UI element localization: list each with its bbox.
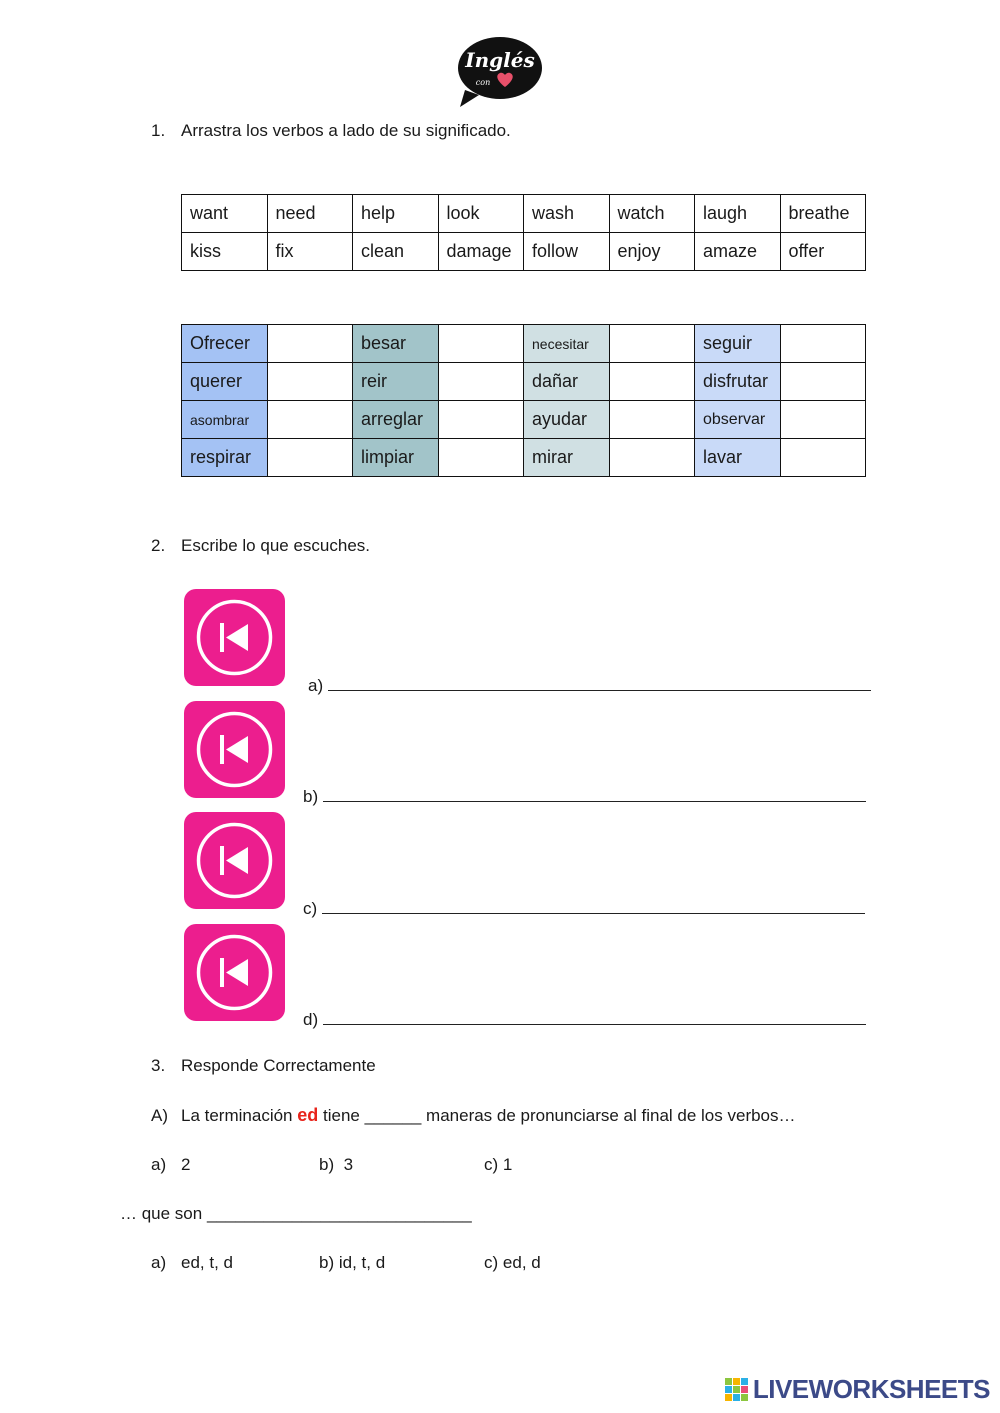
meaning-label: disfrutar [695,363,781,401]
verb-tile[interactable]: amaze [695,233,781,271]
liveworksheets-logo-icon [725,1378,749,1402]
drop-zone[interactable] [609,325,695,363]
highlight-ed: ed [297,1105,319,1125]
option-q2-c[interactable]: c) ed, d [484,1253,541,1272]
verb-tile[interactable]: fix [267,233,353,271]
verbs-table [181,194,866,271]
drop-zone[interactable] [438,363,524,401]
meaning-label: reir [353,363,439,401]
meaning-label: limpiar [353,439,439,477]
verb-tile[interactable]: breathe [780,195,866,233]
meaning-label: arreglar [353,401,439,439]
liveworksheets-brand: LIVEWORKSHEETS [752,1374,990,1404]
drop-zone[interactable] [438,401,524,439]
option-q1-b[interactable]: b) 3 [319,1155,354,1174]
option-q1-a[interactable]: a) 2 [151,1155,191,1174]
drop-zone[interactable] [267,363,353,401]
verb-tile[interactable]: want [182,195,268,233]
meaning-label: lavar [695,439,781,477]
play-icon [226,959,248,986]
drop-zone[interactable] [609,439,695,477]
play-icon [226,736,248,763]
verb-tile[interactable]: need [267,195,353,233]
verb-tile[interactable]: damage [438,233,524,271]
meaning-label: querer [182,363,268,401]
meaning-label: mirar [524,439,610,477]
answer-line-c: c) [303,896,865,919]
question-a: A) La terminación ed tiene ______ maneras de pronunciarse al final de los verbos… [151,1105,796,1125]
answer-line-d: d) [303,1007,866,1030]
drop-zone[interactable] [780,325,866,363]
verb-tile[interactable]: wash [524,195,610,233]
verb-tile[interactable]: help [353,195,439,233]
verb-tile[interactable]: enjoy [609,233,695,271]
verb-tile[interactable]: laugh [695,195,781,233]
verb-tile[interactable]: clean [353,233,439,271]
meaning-label: besar [353,325,439,363]
answer-line-a: a) [308,673,871,696]
meanings-table [181,324,866,477]
audio-play-button-c[interactable] [184,812,285,909]
answer-input-d[interactable] [323,1007,866,1025]
play-icon [226,847,248,874]
drop-zone[interactable] [609,363,695,401]
verb-tile[interactable]: look [438,195,524,233]
answer-line-b: b) [303,784,866,807]
drop-zone[interactable] [609,401,695,439]
play-icon [226,624,248,651]
meaning-label: observar [695,401,781,439]
option-q2-a[interactable]: a) ed, t, d [151,1253,233,1272]
audio-play-button-b[interactable] [184,701,285,798]
drop-zone[interactable] [267,439,353,477]
drop-zone[interactable] [438,325,524,363]
answer-input-b[interactable] [323,784,866,802]
meaning-label: dañar [524,363,610,401]
meaning-label: necesitar [524,325,610,363]
drop-zone[interactable] [267,401,353,439]
section3-title: 3. Responde Correctamente [151,1056,376,1075]
answer-input-c[interactable] [322,896,865,914]
meaning-label: asombrar [182,401,268,439]
followup-question: … que son ____________________________ [120,1204,472,1223]
option-q2-b[interactable]: b) id, t, d [319,1253,386,1272]
option-q1-c[interactable]: c) 1 [484,1155,513,1174]
verb-tile[interactable]: follow [524,233,610,271]
section2-title: 2. Escribe lo que escuches. [151,536,370,555]
meaning-label: respirar [182,439,268,477]
verb-tile[interactable]: kiss [182,233,268,271]
audio-play-button-a[interactable] [184,589,285,686]
section1-title: 1. Arrastra los verbos a lado de su significado. [151,121,511,140]
meaning-label: ayudar [524,401,610,439]
verb-tile[interactable]: watch [609,195,695,233]
verb-tile[interactable]: offer [780,233,866,271]
drop-zone[interactable] [780,363,866,401]
logo-sub-text: con [475,78,491,87]
meaning-label: Ofrecer [182,325,268,363]
logo [455,35,545,110]
meaning-label: seguir [695,325,781,363]
logo-main-text: Inglés [465,48,535,72]
audio-play-button-d[interactable] [184,924,285,1021]
drop-zone[interactable] [267,325,353,363]
drop-zone[interactable] [780,401,866,439]
drop-zone[interactable] [780,439,866,477]
drop-zone[interactable] [438,439,524,477]
answer-input-a[interactable] [328,673,871,691]
liveworksheets-footer [725,1374,990,1405]
